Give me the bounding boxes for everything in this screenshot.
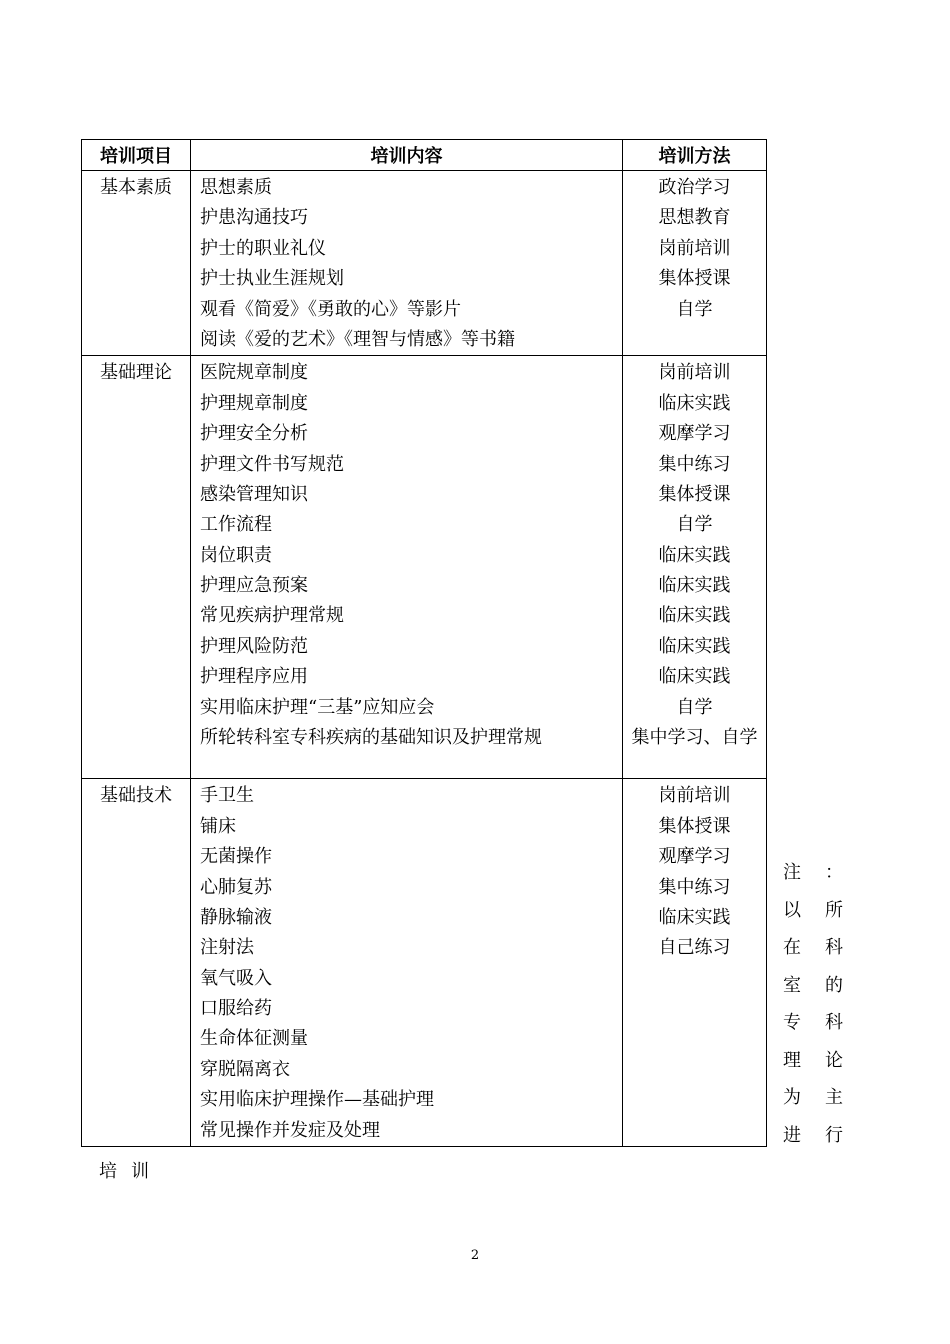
content-item: 岗位职责 <box>200 544 272 566</box>
note-char: 专 <box>783 1012 801 1033</box>
row-content-cell <box>191 779 623 1147</box>
note-char: 科 <box>825 937 843 958</box>
content-item: 生命体征测量 <box>200 1028 308 1050</box>
row-category-cell <box>82 779 191 1147</box>
method-item: 临床实践 <box>658 605 731 627</box>
page-number: 2 <box>470 1248 480 1263</box>
content-item: 实用临床护理操作—基础护理 <box>200 1089 434 1111</box>
content-item: 护理应急预案 <box>200 575 308 597</box>
content-item: 口服给药 <box>200 998 272 1020</box>
note-line <box>783 1008 843 1046</box>
content-item: 阅读《爱的艺术》《理智与情感》等书籍 <box>200 328 515 350</box>
note-line <box>783 971 843 1009</box>
row-category: 基础技术 <box>100 785 172 807</box>
table-row <box>82 356 767 779</box>
header-method: 培训方法 <box>623 140 767 171</box>
method-item: 岗前培训 <box>658 785 731 807</box>
content-item: 手卫生 <box>200 785 254 807</box>
content-item: 静脉输液 <box>200 906 272 928</box>
method-item: 临床实践 <box>658 544 731 566</box>
note-char: 主 <box>825 1087 843 1108</box>
method-item: 集体授课 <box>658 268 731 290</box>
content-item: 工作流程 <box>200 514 272 536</box>
note-char: 室 <box>783 974 801 996</box>
note-char: 科 <box>825 1012 843 1033</box>
method-item: 集体授课 <box>658 815 731 837</box>
row-method-cell <box>623 356 767 779</box>
table-header-row <box>82 140 767 171</box>
row-method-cell <box>623 779 767 1147</box>
row-content-cell <box>191 356 623 779</box>
method-item: 岗前培训 <box>658 362 731 384</box>
method-item: 集中学习、自学 <box>631 727 758 749</box>
note-line <box>783 1121 843 1159</box>
row-content-cell <box>191 171 623 356</box>
content-item: 护士的职业礼仪 <box>200 237 326 259</box>
content-item: 观看《简爱》《勇敢的心》等影片 <box>200 298 461 320</box>
note-line <box>783 896 843 934</box>
method-item: 临床实践 <box>658 392 731 414</box>
content-item: 氧气吸入 <box>200 967 272 989</box>
content-item: 常见操作并发症及处理 <box>200 1119 380 1141</box>
content-item: 注射法 <box>200 937 254 959</box>
note-trailing-text: 培训 <box>99 1161 163 1182</box>
content-item: 医院规章制度 <box>200 362 308 384</box>
note-char: 进 <box>783 1124 801 1146</box>
method-item: 临床实践 <box>658 575 731 597</box>
note-char: 论 <box>825 1049 843 1071</box>
content-item: 实用临床护理“三基”应知应会 <box>200 696 435 718</box>
content-item: 思想素质 <box>200 177 272 198</box>
method-item: 自学 <box>676 298 713 320</box>
row-category-cell <box>82 171 191 356</box>
table-row <box>82 779 767 1147</box>
method-item: 自学 <box>676 696 713 718</box>
content-item: 护理程序应用 <box>200 666 308 688</box>
method-item: 岗前培训 <box>658 237 731 259</box>
content-item: 护理风险防范 <box>200 635 308 657</box>
note-char: 在 <box>783 937 801 958</box>
method-item: 观摩学习 <box>658 423 731 445</box>
note-char: 的 <box>825 974 843 996</box>
content-item: 常见疾病护理常规 <box>200 605 344 627</box>
note-char: 注 <box>783 862 801 883</box>
method-item: 思想教育 <box>658 207 731 229</box>
method-item: 临床实践 <box>658 906 731 928</box>
method-item: 自学 <box>676 514 713 536</box>
side-note <box>783 858 843 1158</box>
method-item: 政治学习 <box>658 177 731 198</box>
header-category: 培训项目 <box>82 140 191 171</box>
row-method-cell <box>623 171 767 356</box>
method-item: 集中练习 <box>658 876 731 898</box>
content-item: 护理规章制度 <box>200 392 308 414</box>
row-category: 基础理论 <box>100 362 172 384</box>
note-line <box>783 1083 843 1121</box>
content-item: 护理文件书写规范 <box>200 453 344 475</box>
note-char: ： <box>825 862 843 883</box>
note-char: 所 <box>825 899 843 921</box>
content-item: 无菌操作 <box>200 846 272 868</box>
note-line <box>783 1046 843 1084</box>
row-category-cell <box>82 356 191 779</box>
content-item: 所轮转科室专科疾病的基础知识及护理常规 <box>200 727 542 749</box>
method-item: 集中练习 <box>658 453 731 475</box>
method-item: 临床实践 <box>658 666 731 688</box>
row-category: 基本素质 <box>100 177 172 198</box>
table-row <box>82 171 767 356</box>
content-item: 护患沟通技巧 <box>200 207 308 229</box>
note-line <box>783 858 843 896</box>
note-char: 行 <box>825 1124 843 1146</box>
note-char: 为 <box>783 1087 801 1108</box>
method-item: 临床实践 <box>658 635 731 657</box>
content-item: 穿脱隔离衣 <box>200 1058 290 1080</box>
method-item: 观摩学习 <box>658 846 731 868</box>
note-char: 以 <box>783 899 801 921</box>
method-item: 自己练习 <box>658 937 731 959</box>
content-item: 感染管理知识 <box>200 483 308 505</box>
content-item: 护士执业生涯规划 <box>200 268 344 290</box>
training-table <box>81 139 767 1147</box>
content-item: 护理安全分析 <box>200 423 308 445</box>
content-item: 心肺复苏 <box>200 876 272 898</box>
method-item: 集体授课 <box>658 483 731 505</box>
note-char: 理 <box>783 1049 801 1071</box>
note-line <box>783 933 843 971</box>
content-item: 铺床 <box>200 815 236 837</box>
header-content: 培训内容 <box>191 140 623 171</box>
